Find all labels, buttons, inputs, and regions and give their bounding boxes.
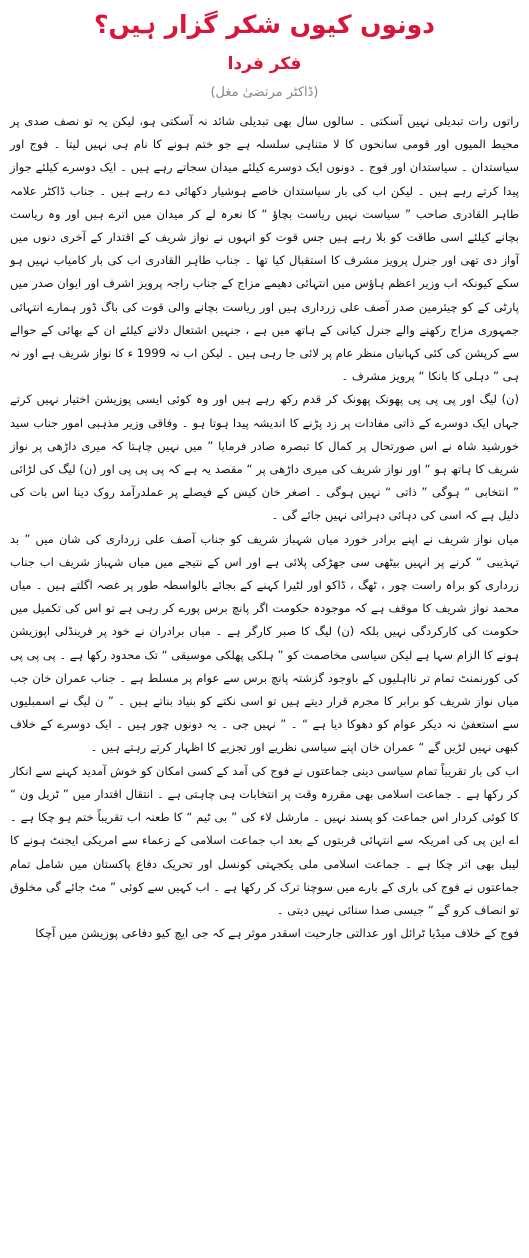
article-title: دونوں کیوں شکر گزار ہیں؟ xyxy=(94,10,435,39)
paragraph: (ن) لیگ اور پی پی پی پھونک پھونک کر قدم رکھ رہے ہیں اور وہ کوئی ایسی پوزیشن اختیار نہیں کرتے جہاں ایک دوسرے کے ذاتی مفادات پر زد پڑنے کا اندیشہ پیدا ہوتا ہو ۔ وفاقی وزیر مذہبی امور جناب سید خورشید شاہ نے اس صورتحال پر کمال کا تبصرہ صادر فرمایا ” میں نہیں چاہتا کہ میری داڑھی پر نواز شریف کا ہاتھ ہو “ اور نواز شریف کی میری داڑھی پر “ مقصد یہ ہے کہ پی پی پی اور (ن) لیگ کی لڑائی ” انتخابی “ ہوگی ” ذاتی “ نہیں ہوگی ۔ اصغر خان کیس کے فیصلے پر عملدرآمد روک دینا اس بات کی دلیل ہے کہ اسی کی دہائی دہرائی نہیں جائے گی ۔ xyxy=(10,392,519,523)
paragraph: فوج کے خلاف میڈیا ٹرائل اور عدالتی جارحیت اسقدر موثر ہے کہ جی ایچ کیو دفاعی پوزیشن میں آچکا xyxy=(35,926,519,941)
author-name: (ڈاکٹر مرتضیٰ مغل) xyxy=(210,85,319,100)
article-body xyxy=(10,110,519,945)
paragraph: راتوں رات تبدیلی نہیں آسکتی ۔ سالوں سال بھی تبدیلی شائد نہ آسکتی ہو، لیکن یہ تو نصف صدی پر محیط المیوں اور قومی سانحوں کا لا متناہی سلسلہ ہے جو ختم ہونے کا نام ہی نہیں لیتا ۔ فوج اور سیاستدان ۔ سیاستدان اور فوج ۔ دونوں ایک دوسرے کیلئے میدان سجاتے رہے ہیں ۔ ایک دوسرے کیلئے جواز پیدا کرتے رہے ہیں ۔ لیکن اب کی بار سیاستدان خاصے ہوشیار دکھائی دے رہے ہیں ۔ جناب ڈاکٹر علامہ طاہر القادری صاحب ” سیاست نہیں ریاست بچاؤ “ کا نعرہ لے کر میدان میں اترے ہیں اور وہ ریاست بچانے کیلئے اسی طاقت کو بلا رہے ہیں جس قوت کو انہوں نے نواز شریف کے اقتدار کے آخری دنوں میں آواز دی تھی اور جنرل پرویز مشرف کا استقبال کیا تھا ۔ جناب طاہر القادری اب کی بار کامیاب نہیں ہو سکے کیونکہ اب وزیر اعظم ہاؤس میں انتہائی دھیمے مزاج کے جناب راجہ پرویز اشرف اور ایوان صدر میں پارٹی کے کو چیئرمین صدر آصف علی زرداری ہیں اور ریاست بچانے والی قوت کی باگ ڈور ہمارے انتہائی جمہوری مزاج رکھنے والے جنرل کیانی کے ہاتھ میں ہے ، جنہیں اشتعال دلانے کیلئے ان کے بھائی کے حوالے سے کرپشن کی کئی کہانیاں منظر عام پر لائی جا رہی ہیں ۔ لیکن اب نہ 1999 ء کا نواز شریف ہے اور نہ ہی ” دہلی کا بانکا “ پرویز مشرف ۔ xyxy=(10,114,519,384)
column-name: فکر فردا xyxy=(227,54,302,74)
paragraph: اب کی بار تقریباً تمام سیاسی دینی جماعتوں نے فوج کی آمد کے کسی امکان کو خوش آمدید کہنے سے انکار کر رکھا ہے ۔ جماعت اسلامی بھی مقررہ وقت پر انتخابات ہی چاہتی ہے ۔ انتقال اقتدار میں ” ٹریل ون “ کا کوئی کردار اس جماعت کو پسند نہیں ۔ مارشل لاء کی ” بی ٹیم “ کا طعنہ اب تقریباً ختم ہو چکا ہے ۔ اے این پی کی امریکہ سے انتہائی قربتوں کے بعد اب جماعت اسلامی کے زعماء سے امریکی ایجنٹ ہونے کا لیبل بھی اتر چکا ہے ۔ جماعت اسلامی ملی یکجہتی کونسل اور تحریک دفاع پاکستان میں شامل تمام جماعتوں نے فوج کی باری کے بارے میں سوچنا ترک کر رکھا ہے ۔ اب کہیں سے کوئی ” مٹ جائے گی مخلوق تو انصاف کرو گے “ جیسی صدا سنائی نہیں دیتی ۔ xyxy=(10,763,519,917)
paragraph: میاں نواز شریف نے اپنے برادر خورد میاں شہباز شریف کو جناب آصف علی زرداری کی شان میں ” بد تہذیبی “ کرنے پر انہیں بیٹھی سی جھڑکی پلائی ہے اور اس کے نتیجے میں میاں شہباز شریف اب جناب زرداری کو براہ راست چور ، ٹھگ ، ڈاکو اور لٹیرا کہنے کے بجائے بالواسطہ طور پر غصہ اگلتے ہیں ۔ میاں محمد نواز شریف کا موقف ہے کہ موجودہ حکومت اگر پانچ برس پورے کر رہی ہے تو اس کی تکمیل میں حکومت کی کارکردگی نہیں بلکہ (ن) لیگ کا صبر کارگر ہے ۔ میاں برادران نے خود پر فرینڈلی اپوزیشن ہونے کا الزام سہا ہے لیکن سیاسی مخاصمت کو ” ہلکی پھلکی موسیقی “ تک محدود رکھا ہے ۔ پی پی پی کی کورنمنٹ تمام تر نااہلیوں کے باوجود گزشتہ پانچ برس سے عوام پر مسلط ہے ۔ جناب عمران خان جب میاں نواز شریف کو برابر کا مجرم قرار دیتے ہیں تو اسی نکتے کو بنیاد بناتے ہیں ۔ ” ن لیگ نے اسمبلیوں سے استعفیٰ نہ دیکر عوام کو دھوکا دیا ہے “ ۔ ” نہیں جی ۔ یہ دونوں چور ہیں ۔ ایک دوسرے کے خلاف کبھی نہیں لڑیں گے “ عمران خان اپنے سیاسی نظریے اور تجزیے کا اظہار کرتے رہتے ہیں ۔ xyxy=(10,531,519,755)
